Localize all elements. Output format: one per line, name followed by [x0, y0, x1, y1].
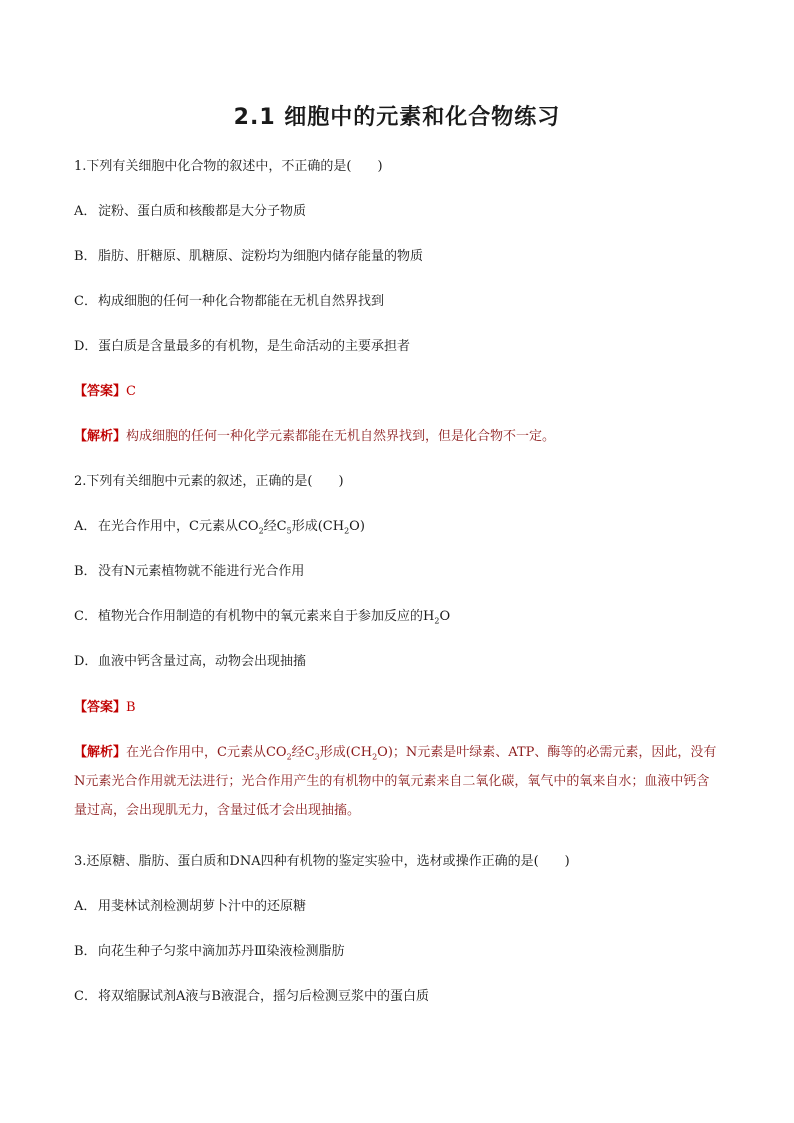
- option-letter: D．: [74, 339, 98, 354]
- option-letter: C．: [74, 294, 97, 309]
- question-3-option-b: [74, 942, 345, 962]
- analysis-text: 在光合作用中，C元素从$CO_2$经$C_3$形成$(CH_2O)$；N元素是叶绿素、ATP、酶等的必需元素，因此，没有N元素光合作用就无法进行；光合作用产生的有机物中的氧元素来自二氧化碳，氧气中的氧来自水；血液中钙含量过高，会出现肌无力，含量过低才会出现抽搐。: [74, 745, 717, 818]
- option-letter: B．: [74, 249, 97, 264]
- question-1-option-a: [74, 202, 306, 222]
- option-letter: A．: [74, 204, 97, 219]
- question-2-option-a: [74, 517, 365, 537]
- question-1-option-d: [74, 337, 410, 357]
- option-text: 将双缩脲试剂A液与B液混合，摇匀后检测豆浆中的蛋白质: [98, 989, 429, 1004]
- question-2-option-b: [74, 562, 304, 582]
- question-3-option-a: [74, 897, 306, 917]
- option-letter: C．: [74, 989, 97, 1004]
- option-letter: A．: [74, 899, 97, 914]
- option-letter: B．: [74, 564, 97, 579]
- question-1-analysis: [74, 427, 555, 447]
- option-letter: A．: [74, 519, 97, 534]
- option-text: 构成细胞的任何一种化合物都能在无机自然界找到: [98, 294, 385, 309]
- option-text: 用斐林试剂检测胡萝卜汁中的还原糖: [98, 899, 307, 914]
- option-text: 没有N元素植物就不能进行光合作用: [98, 564, 305, 579]
- question-3-stem: 3.还原糖、脂肪、蛋白质和DNA四种有机物的鉴定实验中，选材或操作正确的是( ): [74, 854, 570, 869]
- question-2-stem: 2.下列有关细胞中元素的叙述，正确的是( ): [74, 474, 344, 489]
- question-2-option-c: [74, 607, 450, 627]
- option-text: 淀粉、蛋白质和核酸都是大分子物质: [98, 204, 307, 219]
- question-1-stem: 1.下列有关细胞中化合物的叙述中，不正确的是( ): [74, 159, 383, 174]
- option-text: 血液中钙含量过高，动物会出现抽搐: [98, 654, 307, 669]
- question-3-option-c: [74, 987, 429, 1007]
- option-text: 脂肪、肝糖原、肌糖原、淀粉均为细胞内储存能量的物质: [98, 249, 424, 264]
- question-1-option-c: [74, 292, 384, 312]
- question-2-analysis: [74, 738, 722, 825]
- option-text: 植物光合作用制造的有机物中的氧元素来自于参加反应的$H_2O$: [98, 609, 451, 626]
- page-title: 2.1 细胞中的元素和化合物练习: [233, 105, 561, 130]
- option-letter: C．: [74, 609, 97, 624]
- option-text: 在光合作用中，C元素从$CO_2$经$C_5$形成$(CH_2O)$: [98, 519, 365, 536]
- answer-tag: 【答案】: [74, 700, 127, 715]
- option-letter: D．: [74, 654, 98, 669]
- question-2-answer: [74, 698, 136, 718]
- answer-value: C: [126, 384, 136, 399]
- analysis-tag: 【解析】: [74, 429, 127, 444]
- analysis-tag: 【解析】: [74, 745, 127, 760]
- answer-tag: 【答案】: [74, 384, 127, 399]
- option-text: 蛋白质是含量最多的有机物，是生命活动的主要承担者: [98, 339, 411, 354]
- question-2-option-d: [74, 652, 306, 672]
- question-1-option-b: [74, 247, 423, 267]
- option-letter: B．: [74, 944, 97, 959]
- question-1-answer: [74, 382, 136, 402]
- option-text: 向花生种子匀浆中滴加苏丹Ⅲ染液检测脂肪: [98, 944, 345, 959]
- analysis-text: 构成细胞的任何一种化学元素都能在无机自然界找到，但是化合物不一定。: [126, 429, 556, 444]
- answer-value: B: [126, 700, 136, 715]
